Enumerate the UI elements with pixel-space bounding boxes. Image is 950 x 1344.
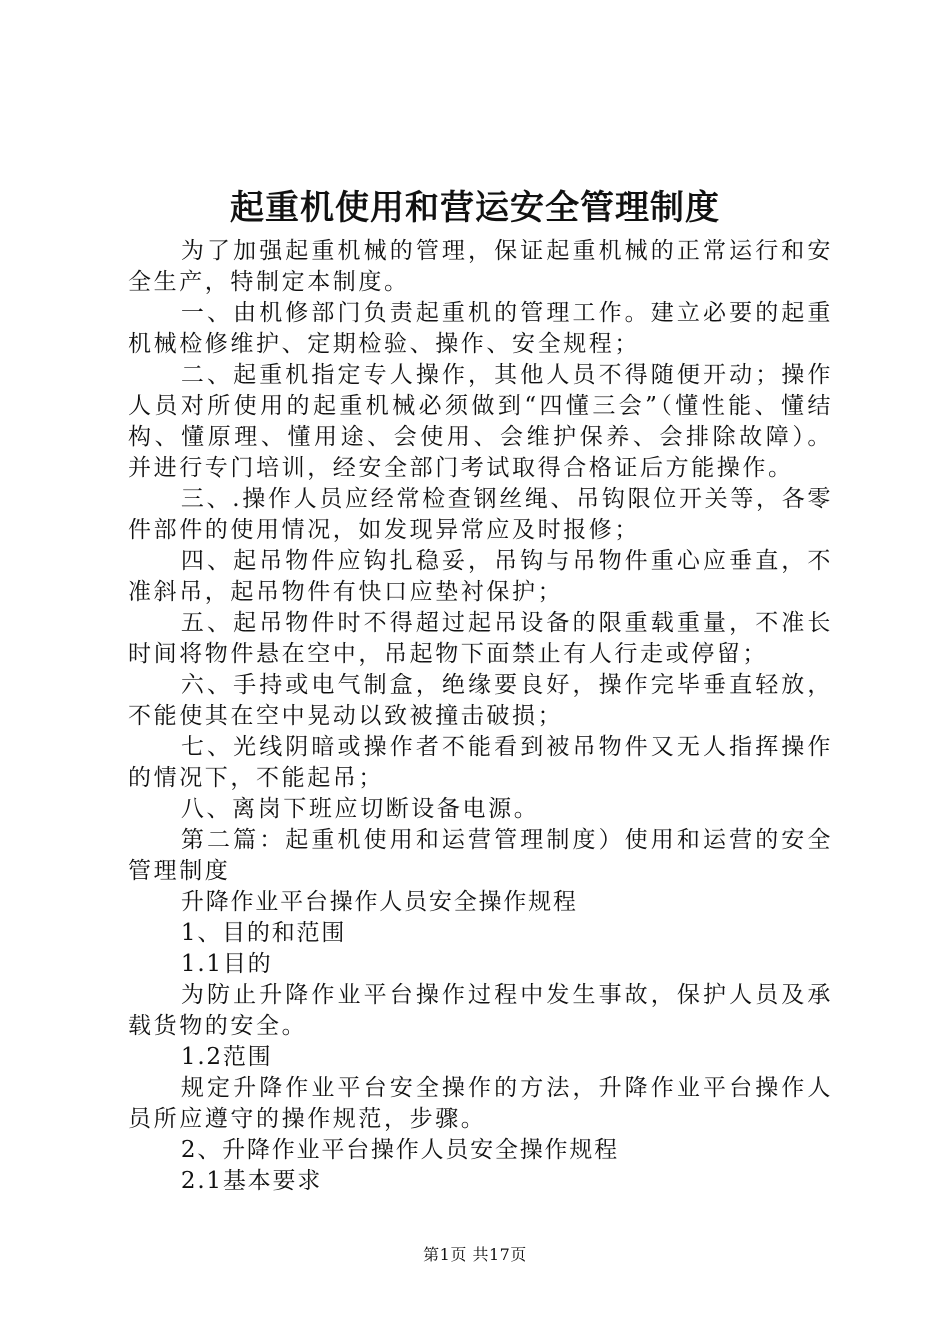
paragraph-rule-3: 三、.操作人员应经常检查钢丝绳、吊钩限位开关等，各零件部件的使用情况，如发现异常应及时报修； [128, 486, 833, 543]
paragraph-rule-1: 一、由机修部门负责起重机的管理工作。建立必要的起重机械检修维护、定期检验、操作、安全规程； [128, 300, 833, 357]
page-footer: 第1页 共17页 [423, 1245, 527, 1264]
document-body [128, 236, 833, 1197]
paragraph-rule-2: 二、起重机指定专人操作，其他人员不得随便开动；操作人员对所使用的起重机械必须做到“四懂三会”（懂性能、懂结构、懂原理、懂用途、会使用、会维护保养、会排除故障）。并进行专门培训，经安全部门考试取得合格证后方能操作。 [128, 362, 833, 481]
paragraph-rule-6: 六、手持或电气制盒，绝缘要良好，操作完毕垂直轻放，不能使其在空中晃动以致被撞击破损； [128, 672, 833, 729]
paragraph-heading-2: 2、升降作业平台操作人员安全操作规程 [180, 1137, 619, 1163]
paragraph-heading-2-1: 2.1基本要求 [180, 1168, 323, 1194]
paragraph-procedure-title: 升降作业平台操作人员安全操作规程 [180, 889, 578, 915]
paragraph-heading-1-1: 1.1目的 [180, 951, 273, 977]
paragraph-purpose: 为防止升降作业平台操作过程中发生事故，保护人员及承载货物的安全。 [128, 982, 833, 1039]
paragraph-intro: 为了加强起重机械的管理，保证起重机械的正常运行和安全生产，特制定本制度。 [128, 238, 833, 295]
paragraph-scope: 规定升降作业平台安全操作的方法，升降作业平台操作人员所应遵守的操作规范，步骤。 [128, 1075, 833, 1132]
paragraph-section-2-heading: 第二篇：起重机使用和运营管理制度）使用和运营的安全管理制度 [128, 827, 833, 884]
paragraph-rule-4: 四、起吊物件应钩扎稳妥，吊钩与吊物件重心应垂直，不准斜吊，起吊物件有快口应垫衬保护； [128, 548, 833, 605]
paragraph-rule-8: 八、离岗下班应切断设备电源。 [180, 796, 540, 822]
paragraph-heading-1-2: 1.2范围 [180, 1044, 273, 1070]
document-title: 起重机使用和营运安全管理制度 [230, 188, 720, 228]
paragraph-rule-5: 五、起吊物件时不得超过起吊设备的限重载重量，不准长时间将物件悬在空中，吊起物下面禁止有人行走或停留； [128, 610, 833, 667]
paragraph-heading-1: 1、目的和范围 [180, 920, 347, 946]
paragraph-rule-7: 七、光线阴暗或操作者不能看到被吊物件又无人指挥操作的情况下，不能起吊； [128, 734, 833, 791]
